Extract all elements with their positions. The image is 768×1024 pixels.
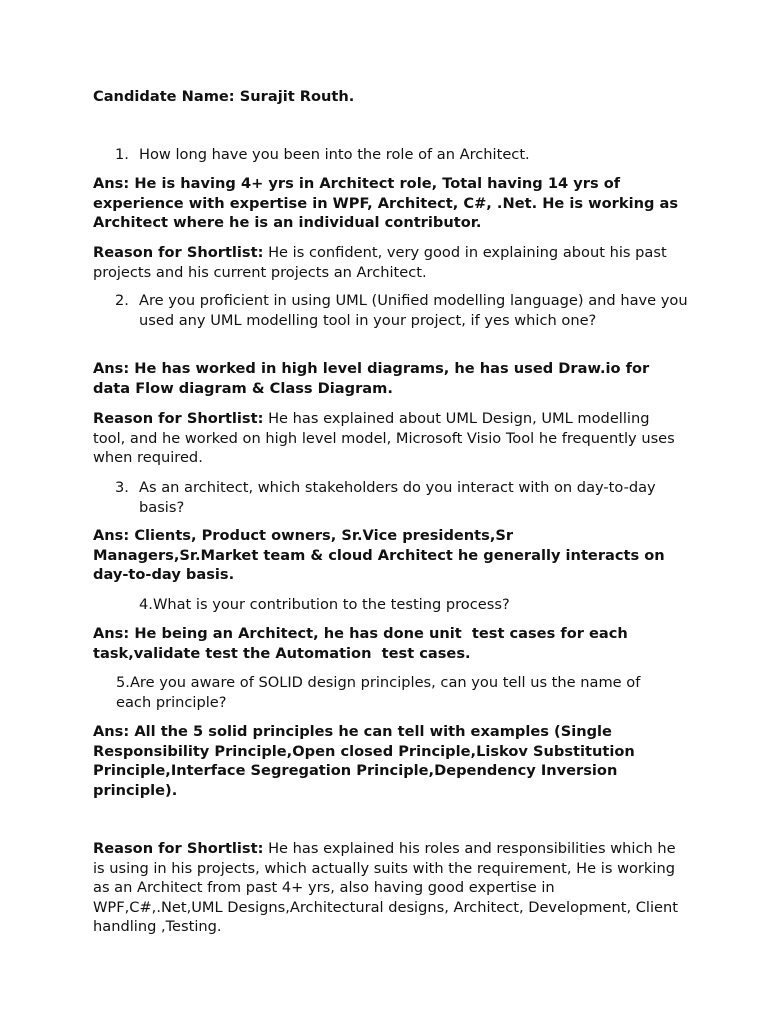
answer-5: [93, 722, 683, 800]
answer-2-label: Ans:: [93, 360, 130, 377]
final-reason-label: Reason for Shortlist:: [93, 840, 264, 857]
candidate-name-line: [93, 87, 683, 107]
reason-1-label: Reason for Shortlist:: [93, 244, 264, 261]
candidate-label: Candidate Name:: [93, 88, 235, 105]
reason-2-label: Reason for Shortlist:: [93, 410, 264, 427]
question-1-text: How long have you been into the role of an Architect.: [139, 146, 530, 163]
answer-5-text: All the 5 solid principles he can tell with examples (Single Responsibility Principle,Open closed Principle,Liskov Substitution Principle,Interface Segregation Principle,Dependency Inversion principle).: [93, 723, 635, 799]
question-4-number: 4.: [139, 596, 153, 613]
reason-1: [93, 243, 683, 282]
reason-2-text: He has explained about UML Design, UML modelling tool, and he worked on high level model, Microsoft Visio Tool he frequently uses when required.: [93, 410, 675, 467]
question-1-number: 1.: [115, 146, 129, 163]
question-2-text: Are you proficient in using UML (Unified modelling language) and have you used any UML modelling tool in your project, if yes which one?: [139, 292, 688, 329]
reason-2: [93, 409, 683, 468]
question-3: [115, 478, 699, 517]
answer-2-text: He has worked in high level diagrams, he has used Draw.io for data Flow diagram & Class Diagram.: [93, 360, 655, 397]
question-2-number: 2.: [115, 292, 129, 309]
answer-1-text: He is having 4+ yrs in Architect role, Total having 14 yrs of experience with expertise in WPF, Architect, C#, .Net. He is working as Architect where he is an individual contributor.: [93, 175, 679, 232]
answer-4: [93, 624, 683, 663]
answer-4-label: Ans:: [93, 625, 130, 642]
question-3-text: As an architect, which stakeholders do you interact with on day-to-day basis?: [139, 479, 656, 516]
answer-1-label: Ans:: [93, 175, 130, 192]
question-5-number: 5.: [116, 674, 130, 691]
question-5-text: Are you aware of SOLID design principles, can you tell us the name of each principle?: [116, 674, 641, 711]
reason-1-text: He is confident, very good in explaining about his past projects and his current projects an Architect.: [93, 244, 667, 281]
question-2: [115, 291, 699, 330]
answer-4-text: He being an Architect, he has done unit test cases for each task,validate test the Automation test cases.: [93, 625, 633, 662]
final-reason: [93, 839, 683, 937]
answer-3-text: Clients, Product owners, Sr.Vice presidents,Sr Managers,Sr.Market team & cloud Architect he generally interacts on day-to-day basis.: [93, 527, 665, 584]
question-5: [116, 673, 676, 712]
candidate-name: Surajit Routh.: [239, 88, 355, 105]
answer-3-label: Ans:: [93, 527, 130, 544]
question-4-text: What is your contribution to the testing process?: [152, 596, 510, 613]
answer-2: [93, 359, 683, 398]
question-3-number: 3.: [115, 479, 129, 496]
question-1: [115, 145, 699, 165]
answer-1: [93, 174, 683, 233]
answer-3: [93, 526, 683, 585]
final-reason-text: He has explained his roles and responsibilities which he is using in his projects, which actually suits with the requirement, He is working as an Architect from past 4+ yrs, also having good expertise in WPF,C#,.Net,UML Designs,Architectural designs, Architect, Development, Client handling ,Testing.: [93, 840, 678, 936]
question-4: [139, 595, 679, 615]
answer-5-label: Ans:: [93, 723, 130, 740]
